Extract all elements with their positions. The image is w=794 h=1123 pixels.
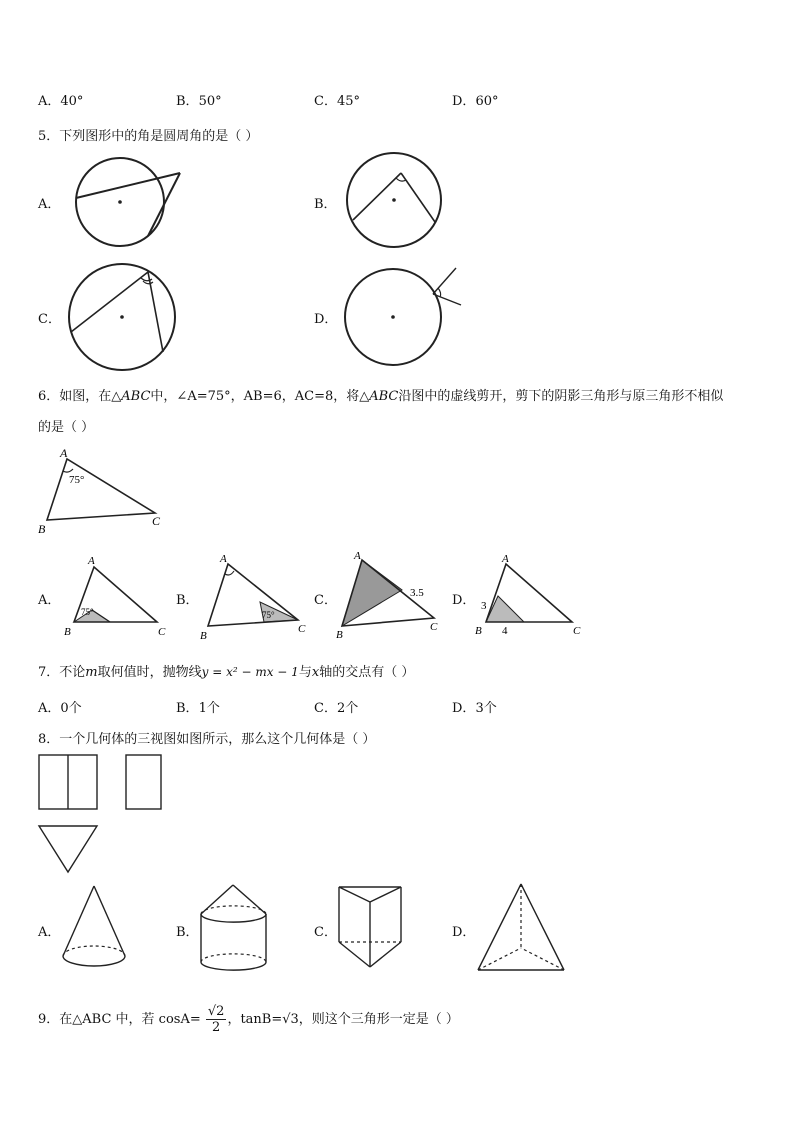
q6-c-vertex-b: B — [336, 629, 343, 641]
q5-option-a-label: A． — [38, 197, 61, 212]
q6-a-vertex-c: C — [158, 626, 166, 638]
q7-option-a: A．0个 — [38, 701, 82, 716]
q6-figure-a — [62, 552, 172, 640]
q6-c-vertex-c: C — [430, 621, 438, 633]
q6-figure-d — [472, 550, 587, 640]
q6-d-vertex-b: B — [475, 625, 482, 637]
q8-option-c-label: C． — [314, 925, 337, 940]
q5-option-c-label: C． — [38, 312, 61, 327]
q6-b-vertex-a: A — [220, 553, 227, 565]
q6-stem-line2: 的是（ ） — [38, 420, 95, 435]
q5-option-d-label: D． — [314, 312, 338, 327]
q8-figure-d-pyramid — [474, 880, 569, 975]
q4-option-b: B．50° — [176, 94, 222, 109]
q6-b-vertex-c: C — [298, 623, 306, 635]
q8-figure-b-cone-cylinder — [196, 882, 271, 974]
q6-main-vertex-b: B — [38, 522, 46, 536]
q6-d-len-bottom: 4 — [502, 625, 508, 637]
q6-figure-c — [334, 548, 446, 640]
q6-figure-b — [198, 552, 313, 640]
q8-three-views — [36, 752, 166, 877]
q8-option-d-label: D． — [452, 925, 476, 940]
q6-c-length: 3.5 — [410, 587, 424, 599]
q6-a-angle: 75° — [81, 607, 94, 617]
q6-main-vertex-a: A — [60, 446, 68, 460]
q5-figure-a — [70, 158, 190, 253]
q6-stem-line1: 6．如图，在△ABC中，∠A=75°，AB=6，AC=8，将△ABC沿图中的虚线剪开，剪下的阴影三角形与原三角形不相似 — [38, 389, 724, 404]
q5-stem: 5．下列图形中的角是圆周角的是（ ） — [38, 129, 259, 144]
q7-stem: 7．不论m取何值时，抛物线y = x² − mx − 1与x轴的交点有（ ） — [38, 665, 415, 680]
q4-option-d: D．60° — [452, 94, 499, 109]
q5-figure-b — [345, 152, 445, 250]
q6-a-vertex-b: B — [64, 626, 71, 638]
q5-option-b-label: B． — [314, 197, 337, 212]
q6-d-vertex-a: A — [502, 553, 509, 565]
q5-figure-d — [343, 265, 465, 367]
q6-main-angle: 75° — [69, 474, 85, 486]
q5-figure-c — [68, 263, 180, 371]
q6-b-angle: 75° — [262, 610, 275, 620]
q6-option-d-label: D． — [452, 593, 476, 608]
q6-main-vertex-c: C — [152, 514, 161, 528]
q7-option-d: D．3个 — [452, 701, 497, 716]
q9-fraction: $\frac{√2}{2}$ — [207, 1004, 225, 1035]
q4-option-c: C．45° — [314, 94, 360, 109]
q8-stem: 8．一个几何体的三视图如图所示，那么这个几何体是（ ） — [38, 732, 376, 747]
q8-figure-a-cone — [58, 883, 133, 973]
q8-option-a-label: A． — [38, 925, 61, 940]
q8-figure-c-prism — [334, 882, 409, 972]
q6-option-b-label: B． — [176, 593, 199, 608]
q6-option-a-label: A． — [38, 593, 61, 608]
q6-option-c-label: C． — [314, 593, 337, 608]
q7-option-c: C．2个 — [314, 701, 359, 716]
q6-d-len-left: 3 — [481, 600, 487, 612]
q9-stem: 9．在△ABC 中，若 cosA= $\frac{√2}{2}$ ，tanB=√3，则这个三角形一定是（ ） — [38, 1004, 459, 1035]
q6-c-vertex-a: A — [354, 550, 361, 562]
q8-option-b-label: B． — [176, 925, 199, 940]
q6-d-vertex-c: C — [573, 625, 581, 637]
q6-b-vertex-b: B — [200, 630, 207, 642]
q7-option-b: B．1个 — [176, 701, 220, 716]
q6-main-figure — [35, 445, 170, 535]
q7-formula: y = x² − mx − 1 — [201, 665, 299, 679]
q4-option-a: A．40° — [38, 94, 84, 109]
q6-a-vertex-a: A — [88, 555, 95, 567]
